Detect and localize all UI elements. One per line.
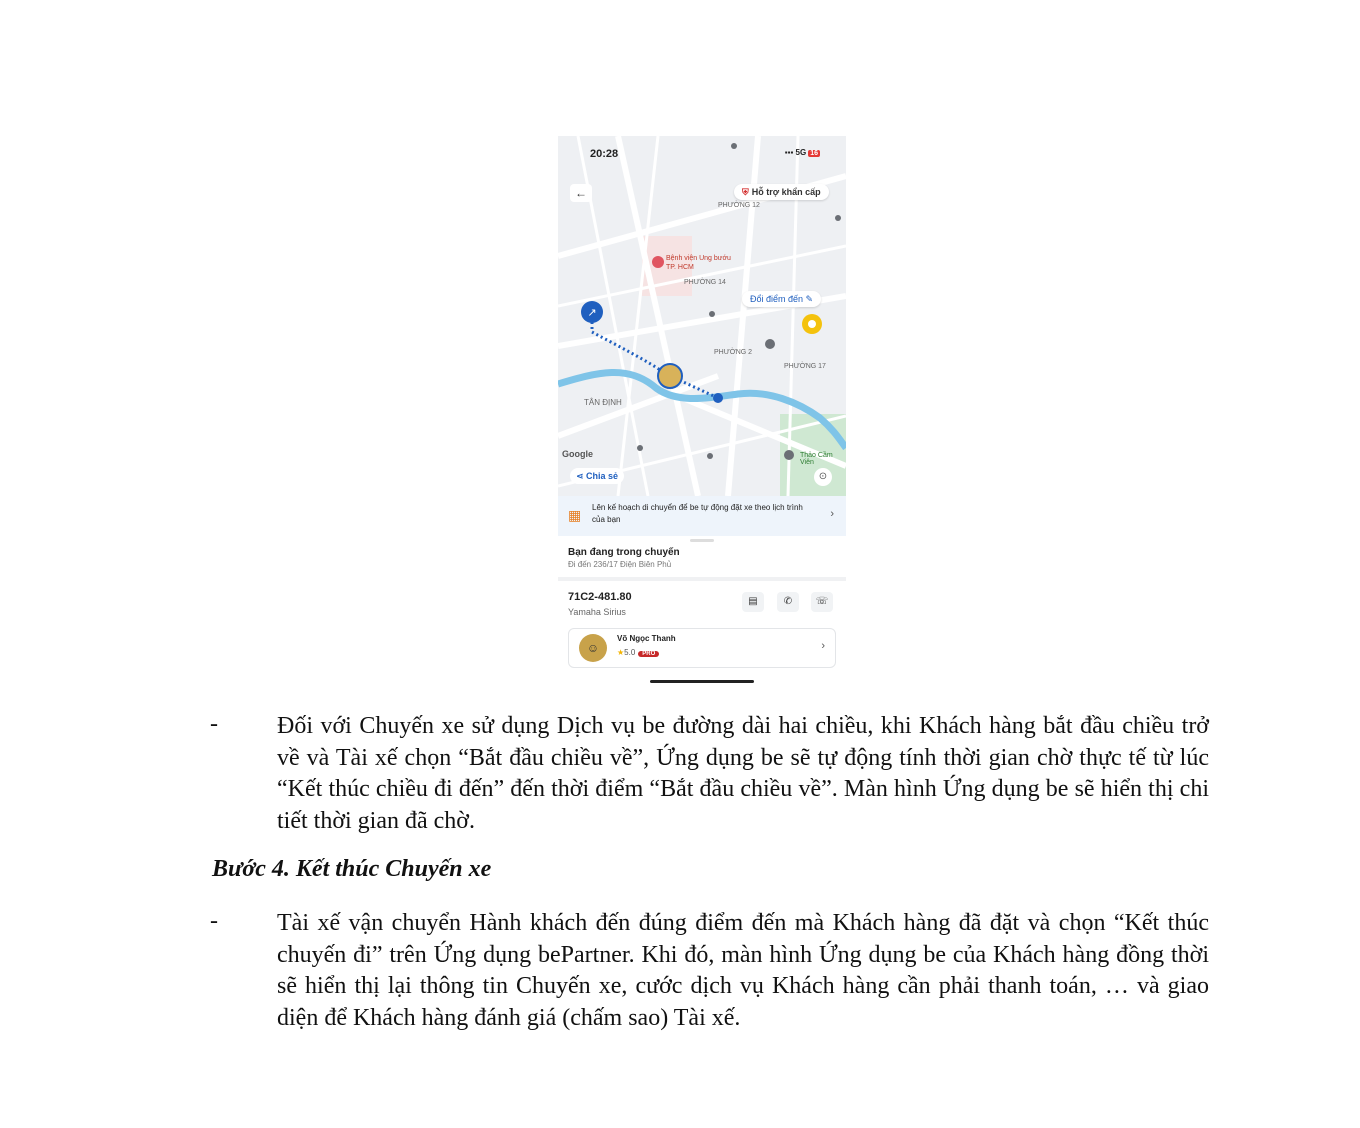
pencil-icon: ✎ <box>805 294 814 304</box>
hospital-label: Bệnh viện Ung bướu TP. HCM <box>666 255 731 271</box>
status-indicators <box>785 148 820 157</box>
emergency-support-button[interactable] <box>734 184 829 200</box>
schedule-banner-text: Lên kế hoạch di chuyển để be tự động đặt xe theo lịch trình của bạn <box>592 503 803 524</box>
sheet-handle[interactable] <box>690 539 714 542</box>
chat-icon: ▤ <box>748 596 758 607</box>
schedule-banner[interactable] <box>558 496 846 536</box>
change-destination-label: Đổi điểm đến <box>750 294 804 304</box>
calendar-icon: ▦ <box>568 507 582 523</box>
driver-marker <box>658 364 682 388</box>
divider <box>558 577 846 581</box>
vehicle-plate: 71C2-481.80 <box>568 591 632 603</box>
avatar: ☺ <box>579 634 607 662</box>
map-label-ward: PHƯỜNG 2 <box>714 349 753 356</box>
paragraph-round-trip: Đối với Chuyến xe sử dụng Dịch vụ be đường dài hai chiều, khi Khách hàng bắt đầu chiều trở về và Tài xế chọn “Bắt đầu chiều về”, Ứng dụng be sẽ tự động tính thời gian chờ thực tế từ lúc “Kết thúc chiều đi đến” đến thời điểm “Bắt đầu chiều về”. Màn hình Ứng dụng be sẽ hiển thị chi tiết thời gian đã chờ. <box>277 713 1209 834</box>
phone-wifi-icon: ✆ <box>783 596 793 607</box>
driver-name: Võ Ngọc Thanh <box>617 634 676 643</box>
hospital-pin <box>652 256 664 268</box>
chat-button[interactable] <box>742 592 764 612</box>
vehicle-model: Yamaha Sirius <box>568 607 626 617</box>
current-location-dot <box>713 393 723 403</box>
internet-call-button[interactable] <box>777 592 799 612</box>
google-logo: Google <box>562 449 593 459</box>
svg-text:↗: ↗ <box>587 306 597 319</box>
shield-icon: ⛨ <box>742 187 749 197</box>
trip-info <box>568 547 680 569</box>
call-button[interactable] <box>811 592 833 612</box>
share-label: Chia sẻ <box>586 471 619 481</box>
map-label-ward: PHƯỜNG 17 <box>784 363 826 370</box>
share-button[interactable] <box>570 468 624 484</box>
driver-rating <box>617 648 659 657</box>
rating-value: 5.0 <box>624 648 636 657</box>
share-icon: ⋖ <box>576 471 587 481</box>
crosshair-icon: ⊙ <box>818 471 828 482</box>
bullet-marker: - <box>210 908 218 934</box>
back-arrow-icon: ← <box>575 186 587 200</box>
driver-card[interactable] <box>568 628 836 668</box>
map-label-district: TÂN ĐỊNH <box>584 398 622 407</box>
section-heading: Bước 4. Kết thúc Chuyến xe <box>212 856 492 882</box>
phone-icon: ☏ <box>815 596 829 607</box>
map-label-ward: PHƯỜNG 14 <box>684 279 726 286</box>
trip-destination: Đi đến 236/17 Điện Biên Phủ <box>568 560 672 569</box>
map-view[interactable] <box>558 136 846 496</box>
change-destination-button[interactable] <box>742 291 821 307</box>
network-label: 5G <box>795 148 807 157</box>
map-label-ward: PHƯỜNG 12 <box>718 202 760 209</box>
back-button[interactable] <box>570 184 592 202</box>
battery-icon: 16 <box>810 150 818 157</box>
emergency-support-label: Hỗ trợ khẩn cấp <box>751 187 821 197</box>
home-indicator <box>650 680 754 683</box>
chevron-right-icon: › <box>830 508 834 520</box>
trip-status: Bạn đang trong chuyến <box>568 547 680 558</box>
bullet-marker: - <box>210 711 218 737</box>
chevron-right-icon: › <box>821 640 825 652</box>
locate-button[interactable] <box>814 468 832 486</box>
paragraph-end-trip: Tài xế vận chuyển Hành khách đến đúng điểm đến mà Khách hàng đã đặt và chọn “Kết thúc chuyến đi” trên Ứng dụng bePartner. Khi đó, màn hình Ứng dụng be của Khách hàng đồng thời sẽ hiển thị lại thông tin Chuyến xe, cước dịch vụ Khách hàng cần phải thanh toán, … và giao diện để Khách hàng đánh giá (chấm sao) Tài xế. <box>277 910 1209 1031</box>
signal-icon: ▪▪▪ <box>784 148 796 157</box>
pro-badge: PRO <box>638 651 659 657</box>
status-time: 20:28 <box>590 148 619 160</box>
park-label: Thảo Cầm Viên <box>800 452 833 466</box>
star-icon: ★ <box>617 648 625 657</box>
app-screenshot <box>558 136 846 688</box>
